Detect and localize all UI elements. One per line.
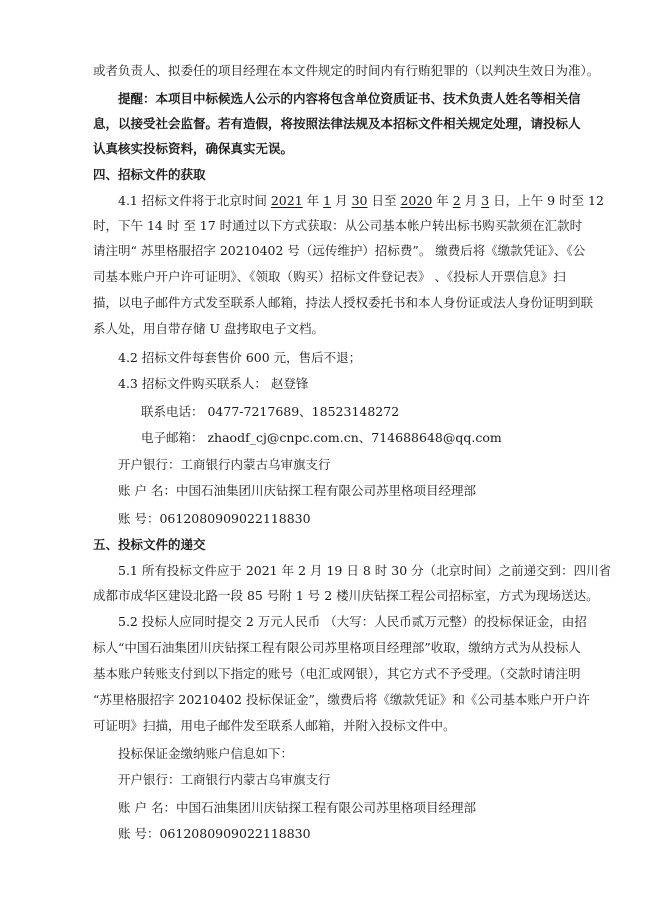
account-name: 账 户 名：中国石油集团川庆钻探工程有限公司苏里格项目经理部 [118, 800, 476, 815]
end-year: 2020 [400, 193, 433, 208]
contact-phone: 联系电话： 0477-7217689、18523148272 [141, 404, 400, 419]
section-heading-4: 四、招标文件的获取 [93, 167, 206, 182]
section-heading-5: 五、投标文件的递交 [93, 537, 206, 552]
account-name: 账 户 名：中国石油集团川庆钻探工程有限公司苏里格项目经理部 [118, 483, 476, 498]
paragraph-line: 系人处，用自带存储 U 盘拷取电子文档。 [93, 321, 324, 336]
paragraph-line: 描，以电子邮件方式发至联系人邮箱，持法人授权委托书和本人身份证或法人身份证明到联 [93, 295, 594, 310]
paragraph-line: 5.1 所有投标文件应于 2021 年 2 月 19 日 8 时 30 分（北京时间）之前递交到：四川省 [118, 563, 612, 578]
start-day: 30 [351, 193, 368, 208]
end-day: 3 [481, 193, 490, 208]
end-month: 2 [452, 193, 461, 208]
bank-name: 开户银行：工商银行内蒙古乌审旗支行 [118, 457, 331, 472]
start-month: 1 [323, 193, 332, 208]
text: 月 [335, 193, 348, 208]
account-number: 账 号：0612080909022118830 [118, 826, 311, 841]
paragraph-line: 请注明“ 苏里格服招字 20210402 号（远传维护）招标费”。 缴费后将《缴款凭证》、《公 [93, 243, 586, 258]
paragraph-line: 5.2 投标人应同时提交 2 万元人民币 （大写：人民币贰万元整）的投标保证金，由招 [118, 614, 587, 629]
text: 年 [306, 193, 320, 208]
account-number: 账 号：0612080909022118830 [118, 511, 311, 526]
notice-line: 提醒：本项目中标候选人公示的内容将包含单位资质证书、技术负责人姓名等相关信 [118, 91, 581, 106]
bank-name: 开户银行：工商银行内蒙古乌审旗支行 [118, 772, 331, 787]
contact-person: 4.3 招标文件购买联系人： 赵登锋 [118, 376, 309, 391]
contact-email: 电子邮箱： zhaodf_cj@cnpc.com.cn、714688648@qq.com [141, 430, 502, 445]
paragraph-line: 时，下午 14 时 至 17 时通过以下方式获取：从公司基本帐户转出标书购买款须在汇款时 [93, 218, 583, 233]
paragraph-line: 成都市成华区建设北路一段 85 号附 1 号 2 楼川庆钻探工程公司招标室，方式为现场送达。 [93, 588, 599, 603]
text: 4.1 招标文件将于北京时间 [118, 193, 267, 208]
start-year: 2021 [270, 193, 303, 208]
paragraph-line: 可证明》扫描，用电子邮件发至联系人邮箱，并附入投标文件中。 [93, 718, 456, 733]
paragraph-line: 司基本账户开户许可证明》、《领取（购买）招标文件登记表》 、《投标人开票信息》扫 [93, 269, 566, 284]
paragraph-line: 4.2 招标文件每套售价 600 元，售后不退； [118, 350, 362, 365]
paragraph-line: 基本账户转账支付到以下指定的账号（电汇或网银），其它方式不予受理。（交款时请注明 [93, 666, 581, 681]
text: 日至 [371, 193, 397, 208]
paragraph-line: 标人“中国石油集团川庆钻探工程有限公司苏里格项目经理部”收取，缴纳方式为从投标人 [93, 640, 581, 655]
notice-line: 认真核实投标资料，确保真实无误。 [93, 141, 294, 156]
paragraph-line: 或者负责人、拟委任的项目经理在本文件规定的时间内有行贿犯罪的（以判决生效日为准）。 [93, 63, 600, 78]
notice-line: 息，以接受社会监督。若有造假，将按照法律法规及本招标文件相关规定处理，请投标人 [93, 116, 581, 131]
deposit-intro: 投标保证金缴纳账户信息如下： [118, 746, 294, 761]
text: 年 [436, 193, 449, 208]
text: 月 [464, 193, 478, 208]
text: 日，上午 9 时至 12 [493, 193, 604, 208]
paragraph-line: “苏里格服招字 20210402 投标保证金”，缴费后将《缴款凭证》和《公司基本账户开户许 [93, 692, 590, 707]
paragraph-line [118, 191, 604, 210]
